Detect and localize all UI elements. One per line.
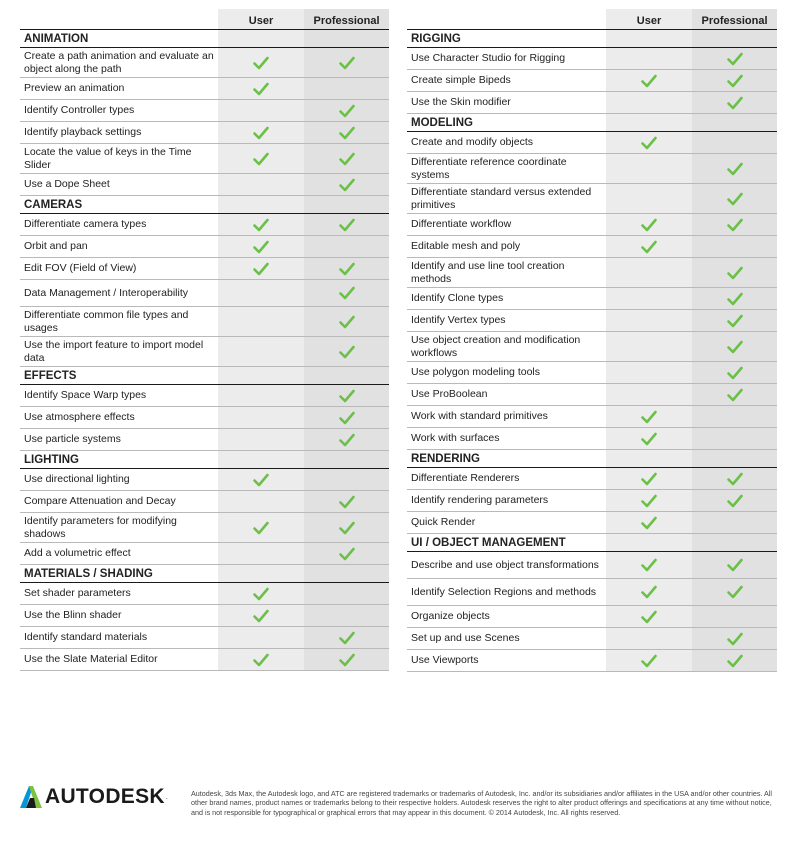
user-cell [218, 605, 304, 627]
table-row [20, 429, 389, 451]
table-row [20, 258, 389, 280]
skill-label: Locate the value of keys in the Time Slider [20, 144, 218, 174]
professional-column-header: Professional [304, 9, 389, 30]
skill-label: Use particle systems [20, 429, 218, 451]
check-icon [339, 547, 355, 561]
skill-label: Use the import feature to import model data [20, 337, 218, 367]
autodesk-logo-icon [20, 786, 42, 808]
table-row [407, 406, 777, 428]
table-row [20, 214, 389, 236]
table-header [407, 9, 777, 30]
check-icon [339, 126, 355, 140]
legal-notice: Autodesk, 3ds Max, the Autodesk logo, and ATC are registered trademarks or trademarks of Autodesk, Inc. and/or its subsidiaries and/or affiliates in the USA and/or other countries. All other brand names, product names or trademarks belong to their respective holders. Autodesk reserves the right to alter product offerings and specifications at any time without notice, and is not responsible for typographical or graphical errors that may appear in this document. © 2014 Autodesk, Inc. All rights reserved. [191, 789, 773, 817]
skill-label: Differentiate workflow [407, 214, 606, 236]
check-icon [253, 82, 269, 96]
table-row [407, 490, 777, 512]
user-cell [606, 579, 692, 606]
check-icon [339, 218, 355, 232]
user-cell [606, 258, 692, 288]
user-cell [218, 649, 304, 671]
skill-label: Identify standard materials [20, 627, 218, 649]
skill-label: Set shader parameters [20, 583, 218, 605]
check-icon [727, 632, 743, 646]
professional-cell [304, 174, 389, 196]
check-icon [339, 315, 355, 329]
check-icon [727, 314, 743, 328]
professional-cell [692, 236, 777, 258]
check-icon [727, 366, 743, 380]
check-icon [253, 240, 269, 254]
right-skills-table [407, 9, 777, 672]
table-row [20, 337, 389, 367]
check-icon [339, 104, 355, 118]
professional-cell [692, 132, 777, 154]
section-title: EFFECTS [20, 367, 218, 385]
check-icon [641, 74, 657, 88]
professional-cell [692, 310, 777, 332]
check-icon [641, 516, 657, 530]
skill-label: Identify and use line tool creation methods [407, 258, 606, 288]
section-title: RENDERING [407, 450, 606, 468]
check-icon [253, 473, 269, 487]
user-cell [606, 384, 692, 406]
check-icon [641, 494, 657, 508]
table-row [407, 236, 777, 258]
section-title: RIGGING [407, 30, 606, 48]
skill-label: Create and modify objects [407, 132, 606, 154]
user-cell [606, 650, 692, 672]
table-row [407, 92, 777, 114]
check-icon [727, 494, 743, 508]
table-row [407, 362, 777, 384]
professional-cell [304, 407, 389, 429]
professional-cell [304, 627, 389, 649]
skill-label: Identify Controller types [20, 100, 218, 122]
check-icon [641, 410, 657, 424]
check-icon [727, 96, 743, 110]
check-icon [727, 162, 743, 176]
user-cell [218, 122, 304, 144]
table-row [20, 385, 389, 407]
check-icon [339, 389, 355, 403]
user-cell [606, 310, 692, 332]
user-cell [606, 468, 692, 490]
table-row [20, 48, 389, 78]
user-cell [606, 288, 692, 310]
skill-label: Use ProBoolean [407, 384, 606, 406]
user-cell [606, 406, 692, 428]
professional-cell [304, 48, 389, 78]
skill-label: Identify Vertex types [407, 310, 606, 332]
professional-cell [304, 583, 389, 605]
section-title: CAMERAS [20, 196, 218, 214]
skill-label: Use directional lighting [20, 469, 218, 491]
check-icon [339, 262, 355, 276]
table-row [407, 288, 777, 310]
user-cell [606, 184, 692, 214]
skill-label: Describe and use object transformations [407, 552, 606, 579]
section-header [20, 367, 389, 385]
user-cell [218, 513, 304, 543]
user-cell [606, 512, 692, 534]
professional-cell [304, 543, 389, 565]
professional-cell [692, 48, 777, 70]
check-icon [253, 152, 269, 166]
professional-cell [304, 214, 389, 236]
check-icon [339, 433, 355, 447]
skill-label: Data Management / Interoperability [20, 280, 218, 307]
user-cell [218, 258, 304, 280]
check-icon [339, 152, 355, 166]
user-cell [218, 174, 304, 196]
professional-cell [304, 100, 389, 122]
table-row [407, 512, 777, 534]
table-row [20, 649, 389, 671]
professional-cell [692, 258, 777, 288]
check-icon [339, 495, 355, 509]
section-header [407, 30, 777, 48]
skill-label: Use a Dope Sheet [20, 174, 218, 196]
check-icon [339, 286, 355, 300]
user-cell [606, 606, 692, 628]
check-icon [727, 74, 743, 88]
table-row [407, 606, 777, 628]
table-row [20, 627, 389, 649]
user-cell [218, 307, 304, 337]
table-row [20, 307, 389, 337]
professional-cell [692, 332, 777, 362]
skill-label: Preview an animation [20, 78, 218, 100]
user-cell [218, 429, 304, 451]
check-icon [727, 218, 743, 232]
check-icon [727, 585, 743, 599]
autodesk-logo-mark: . [165, 793, 168, 801]
section-header [407, 450, 777, 468]
section-header [407, 534, 777, 552]
skill-label: Use the Blinn shader [20, 605, 218, 627]
check-icon [641, 472, 657, 486]
user-cell [218, 236, 304, 258]
table-row [407, 552, 777, 579]
table-row [407, 258, 777, 288]
user-cell [606, 552, 692, 579]
professional-cell [692, 628, 777, 650]
check-icon [339, 56, 355, 70]
table-row [407, 628, 777, 650]
professional-cell [304, 236, 389, 258]
user-cell [218, 100, 304, 122]
professional-cell [692, 552, 777, 579]
skill-label: Use the Skin modifier [407, 92, 606, 114]
check-icon [641, 610, 657, 624]
skill-label: Differentiate Renderers [407, 468, 606, 490]
user-cell [606, 628, 692, 650]
section-header [407, 114, 777, 132]
skill-label: Create a path animation and evaluate an object along the path [20, 48, 218, 78]
professional-cell [692, 288, 777, 310]
check-icon [253, 521, 269, 535]
skill-label: Identify Space Warp types [20, 385, 218, 407]
table-row [20, 583, 389, 605]
professional-cell [304, 122, 389, 144]
professional-cell [304, 144, 389, 174]
table-row [20, 174, 389, 196]
professional-cell [692, 406, 777, 428]
check-icon [641, 585, 657, 599]
user-cell [606, 332, 692, 362]
professional-cell [692, 606, 777, 628]
professional-cell [304, 337, 389, 367]
user-cell [218, 543, 304, 565]
professional-cell [304, 605, 389, 627]
check-icon [253, 609, 269, 623]
table-row [20, 543, 389, 565]
table-row [407, 579, 777, 606]
check-icon [727, 654, 743, 668]
skill-label: Differentiate reference coordinate systems [407, 154, 606, 184]
check-icon [253, 218, 269, 232]
check-icon [727, 192, 743, 206]
check-icon [253, 587, 269, 601]
professional-cell [304, 280, 389, 307]
check-icon [641, 218, 657, 232]
user-cell [606, 490, 692, 512]
check-icon [727, 52, 743, 66]
professional-cell [304, 258, 389, 280]
user-cell [218, 78, 304, 100]
table-row [20, 513, 389, 543]
left-skills-table [20, 9, 389, 671]
professional-cell [692, 362, 777, 384]
table-row [407, 650, 777, 672]
table-row [20, 144, 389, 174]
table-row [407, 184, 777, 214]
check-icon [727, 266, 743, 280]
professional-column-header: Professional [692, 9, 777, 30]
professional-cell [692, 384, 777, 406]
user-cell [606, 236, 692, 258]
user-cell [606, 48, 692, 70]
check-icon [339, 345, 355, 359]
check-icon [727, 388, 743, 402]
check-icon [339, 521, 355, 535]
professional-cell [692, 428, 777, 450]
professional-cell [692, 92, 777, 114]
table-row [20, 100, 389, 122]
check-icon [339, 631, 355, 645]
skill-label: Editable mesh and poly [407, 236, 606, 258]
section-title: UI / OBJECT MANAGEMENT [407, 534, 606, 552]
user-column-header: User [606, 9, 692, 30]
section-title: LIGHTING [20, 451, 218, 469]
table-row [407, 132, 777, 154]
autodesk-logo-text: AUTODESK [45, 785, 165, 808]
professional-cell [304, 307, 389, 337]
skill-label: Use atmosphere effects [20, 407, 218, 429]
table-row [407, 332, 777, 362]
check-icon [253, 262, 269, 276]
table-row [20, 491, 389, 513]
table-row [407, 384, 777, 406]
user-cell [218, 385, 304, 407]
skill-label: Use the Slate Material Editor [20, 649, 218, 671]
table-row [407, 428, 777, 450]
user-cell [218, 627, 304, 649]
professional-cell [304, 78, 389, 100]
user-cell [606, 214, 692, 236]
skill-label: Differentiate camera types [20, 214, 218, 236]
table-row [20, 78, 389, 100]
user-cell [606, 92, 692, 114]
user-cell [606, 154, 692, 184]
table-row [20, 280, 389, 307]
professional-cell [692, 579, 777, 606]
check-icon [339, 411, 355, 425]
skill-label: Use Character Studio for Rigging [407, 48, 606, 70]
user-cell [218, 280, 304, 307]
table-header [20, 9, 389, 30]
skill-label: Quick Render [407, 512, 606, 534]
skill-label: Identify rendering parameters [407, 490, 606, 512]
user-cell [218, 48, 304, 78]
table-row [20, 236, 389, 258]
user-cell [218, 337, 304, 367]
table-row [407, 468, 777, 490]
section-header [20, 30, 389, 48]
professional-cell [692, 214, 777, 236]
section-header [20, 565, 389, 583]
professional-cell [692, 70, 777, 92]
skill-label: Add a volumetric effect [20, 543, 218, 565]
professional-cell [304, 513, 389, 543]
table-row [20, 605, 389, 627]
check-icon [641, 432, 657, 446]
professional-cell [692, 490, 777, 512]
skill-label: Identify Clone types [407, 288, 606, 310]
skill-label: Edit FOV (Field of View) [20, 258, 218, 280]
user-cell [606, 362, 692, 384]
skill-label: Organize objects [407, 606, 606, 628]
check-icon [641, 240, 657, 254]
skill-label: Use Viewports [407, 650, 606, 672]
skill-label: Work with standard primitives [407, 406, 606, 428]
check-icon [727, 472, 743, 486]
check-icon [339, 178, 355, 192]
table-row [20, 469, 389, 491]
autodesk-logo [20, 786, 168, 808]
user-cell [218, 144, 304, 174]
professional-cell [304, 491, 389, 513]
section-header [20, 451, 389, 469]
table-row [407, 48, 777, 70]
table-row [407, 154, 777, 184]
professional-cell [304, 429, 389, 451]
table-row [20, 407, 389, 429]
professional-cell [692, 154, 777, 184]
skill-label: Orbit and pan [20, 236, 218, 258]
skill-label: Identify playback settings [20, 122, 218, 144]
check-icon [641, 136, 657, 150]
check-icon [253, 126, 269, 140]
check-icon [727, 340, 743, 354]
user-cell [218, 214, 304, 236]
check-icon [253, 653, 269, 667]
check-icon [339, 653, 355, 667]
skill-label: Work with surfaces [407, 428, 606, 450]
skill-label: Use polygon modeling tools [407, 362, 606, 384]
user-cell [606, 70, 692, 92]
skill-label: Identify Selection Regions and methods [407, 579, 606, 606]
table-row [407, 214, 777, 236]
professional-cell [304, 649, 389, 671]
section-title: MODELING [407, 114, 606, 132]
user-cell [606, 428, 692, 450]
professional-cell [692, 650, 777, 672]
check-icon [727, 558, 743, 572]
user-cell [218, 469, 304, 491]
table-row [407, 70, 777, 92]
user-cell [218, 407, 304, 429]
check-icon [253, 56, 269, 70]
user-cell [218, 491, 304, 513]
user-cell [218, 583, 304, 605]
skill-label: Compare Attenuation and Decay [20, 491, 218, 513]
user-column-header: User [218, 9, 304, 30]
user-cell [606, 132, 692, 154]
check-icon [727, 292, 743, 306]
professional-cell [692, 468, 777, 490]
skill-label: Identify parameters for modifying shadows [20, 513, 218, 543]
professional-cell [692, 512, 777, 534]
skill-label: Create simple Bipeds [407, 70, 606, 92]
table-row [407, 310, 777, 332]
skill-label: Use object creation and modification workflows [407, 332, 606, 362]
skill-label: Set up and use Scenes [407, 628, 606, 650]
table-row [20, 122, 389, 144]
professional-cell [692, 184, 777, 214]
section-title: ANIMATION [20, 30, 218, 48]
check-icon [641, 654, 657, 668]
section-title: MATERIALS / SHADING [20, 565, 218, 583]
check-icon [641, 558, 657, 572]
professional-cell [304, 469, 389, 491]
section-header [20, 196, 389, 214]
skill-label: Differentiate common file types and usages [20, 307, 218, 337]
skill-label: Differentiate standard versus extended primitives [407, 184, 606, 214]
professional-cell [304, 385, 389, 407]
